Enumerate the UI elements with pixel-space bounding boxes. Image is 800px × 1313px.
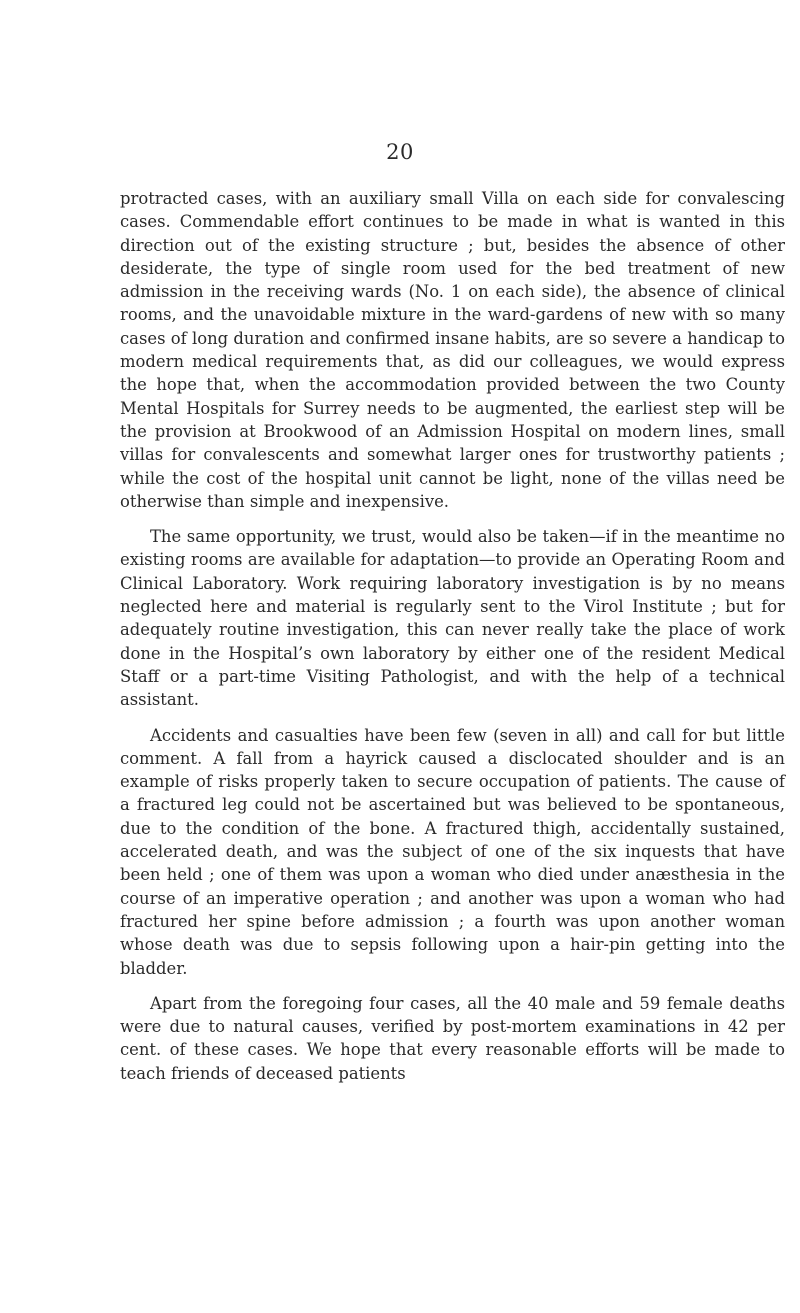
paragraph-4: Apart from the foregoing four cases, all the 40 male and 59 female deaths were due to natural causes, verified by post-mortem examinations in 42 per cent. of these cases. We hope that every reasonable efforts will be made to teach friends of deceased patients [120, 993, 785, 1083]
paragraph-1: protracted cases, with an auxiliary small Villa on each side for convalescing cases. Commendable effort continues to be made in what is wanted in this direction out of the existing structure ; but, besides the absence of other desiderate, the type of single room used for the bed treatment of new admission in the receiving wards (No. 1 on each side), the absence of clinical rooms, and the unavoidable mixture in the ward-gardens of new with so many cases of long duration and confirmed insane habits, are so severe a handicap to modern medical requirements that, as did our colleagues, we would express the hope that, when the accommodation provided between the two County Mental Hospitals for Surrey needs to be augmented, the earliest step will be the provision at Brookwood of an Admission Hospital on modern lines, small villas for convalescents and somewhat larger ones for trustworthy patients ; while the cost of the hospital unit cannot be light, none of the villas need be otherwise than simple and inexpensive. [120, 189, 785, 511]
page-number: 20 [386, 140, 414, 164]
paragraph-3: Accidents and casualties have been few (seven in all) and call for but little comment. A fall from a hayrick caused a disclocated shoulder and is an example of risks properly taken to secure occupation of patients. The cause of a fractured leg could not be ascertained but was believed to be spontaneous, due to the condition of the bone. A fractured thigh, accidentally sustained, accelerated death, and was the subject of one of the six inquests that have been held ; one of them was upon a woman who died under anæsthesia in the course of an imperative operation ; and another was upon a woman who had fractured her spine before admission ; a fourth was upon another woman whose death was due to sepsis following upon a hair-pin getting into the bladder. [120, 725, 785, 978]
body-text [120, 187, 785, 1097]
paragraph-2: The same opportunity, we trust, would also be taken—if in the meantime no existing rooms are available for adaptation—to provide an Operating Room and Clinical Laboratory. Work requiring laboratory investigation is by no means neglected here and material is regularly sent to the Virol Institute ; but for adequately routine investigation, this can never really take the place of work done in the Hospital’s own laboratory by either one of the resident Medical Staff or a part-time Visiting Pathologist, and with the help of a technical assistant. [120, 527, 785, 710]
